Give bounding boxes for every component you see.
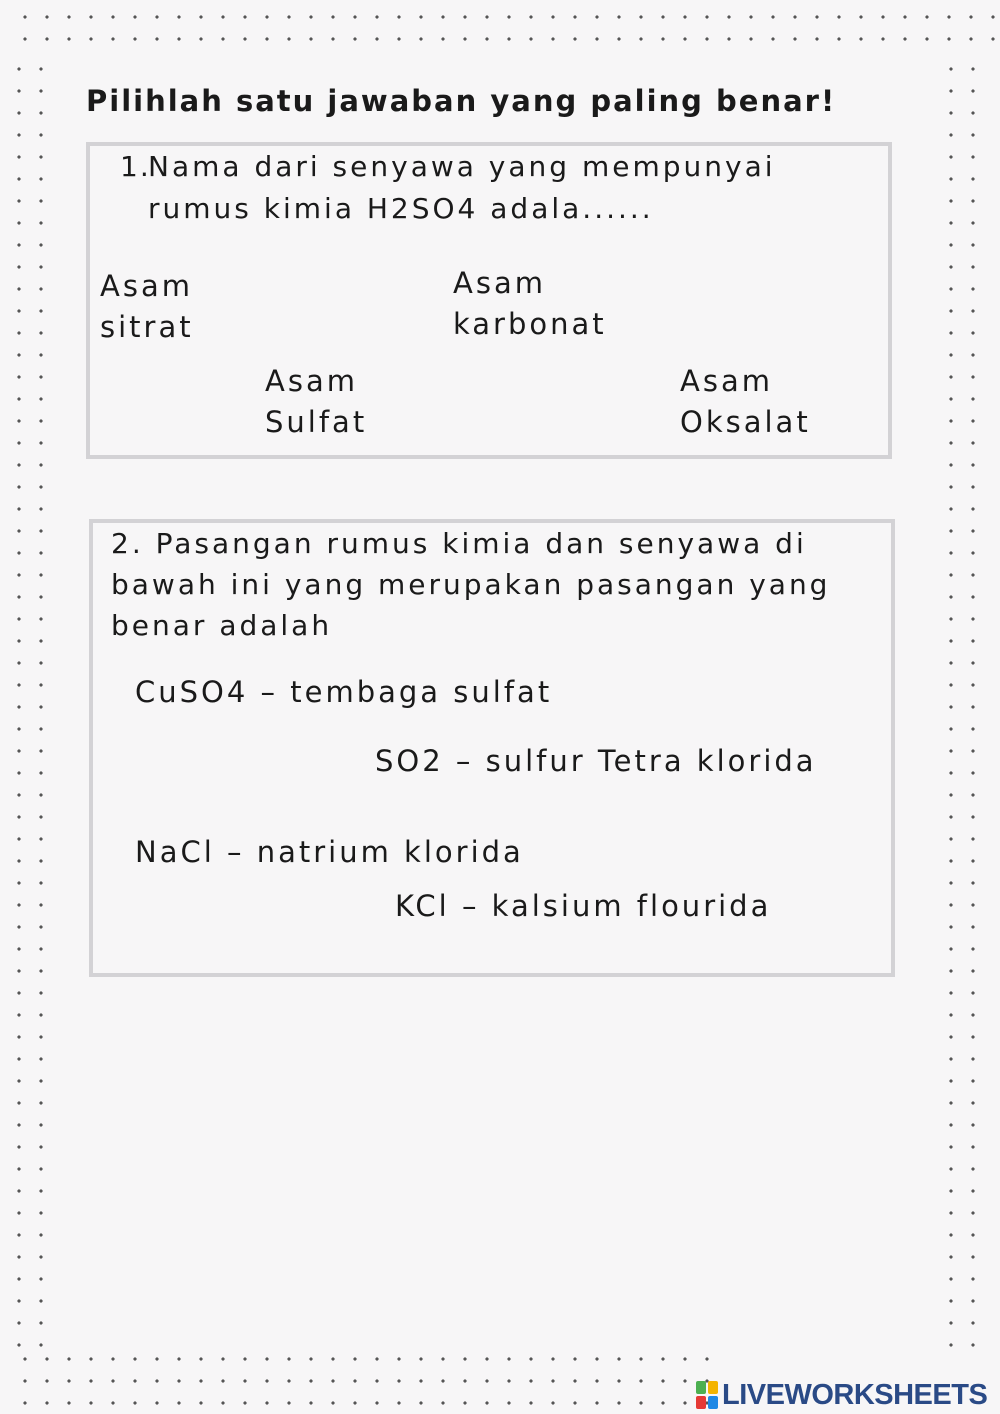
question-1-option-c[interactable]: [265, 361, 367, 443]
question-2-option-b[interactable]: SO2 – sulfur Tetra klorida: [375, 744, 817, 778]
question-2-option-d[interactable]: KCl – kalsium flourida: [395, 889, 772, 923]
question-2-option-c[interactable]: NaCl – natrium klorida: [135, 835, 524, 869]
liveworksheets-brand-text: LIVEWORKSHEETS: [722, 1378, 988, 1411]
question-2-text-line2: bawah ini yang merupakan pasangan yang: [111, 568, 831, 601]
question-1-text-line1: Nama dari senyawa yang mempunyai: [148, 150, 776, 183]
option-label-line2: sitrat: [100, 310, 194, 344]
question-1-option-d[interactable]: [680, 361, 811, 443]
dot-border-top: [14, 6, 1000, 58]
question-2-text-line3: benar adalah: [111, 609, 333, 642]
liveworksheets-logo: [696, 1378, 987, 1412]
option-label-line1: Asam: [453, 266, 546, 300]
question-1-number: 1.: [120, 150, 151, 183]
question-2-option-a[interactable]: CuSO4 – tembaga sulfat: [135, 675, 553, 709]
question-2-box: [89, 519, 895, 977]
option-label-line2: Sulfat: [265, 405, 368, 439]
question-1-box: [86, 142, 892, 459]
question-1-option-a[interactable]: [100, 266, 194, 348]
dot-border-right: [940, 58, 984, 1348]
instruction-heading: Pilihlah satu jawaban yang paling benar!: [86, 84, 837, 118]
question-2-text-line1: 2. Pasangan rumus kimia dan senyawa di: [111, 527, 807, 560]
dot-border-left: [8, 58, 52, 1348]
dot-border-bottom: [14, 1348, 714, 1408]
question-1-text-line2: rumus kimia H2SO4 adala......: [148, 192, 654, 225]
option-label-line1: Asam: [100, 269, 193, 303]
question-1-option-b[interactable]: [453, 263, 607, 345]
option-label-line1: Asam: [265, 364, 358, 398]
option-label-line1: Asam: [680, 364, 773, 398]
liveworksheets-logo-icon: [696, 1381, 718, 1409]
option-label-line2: karbonat: [453, 307, 607, 341]
option-label-line2: Oksalat: [680, 405, 811, 439]
